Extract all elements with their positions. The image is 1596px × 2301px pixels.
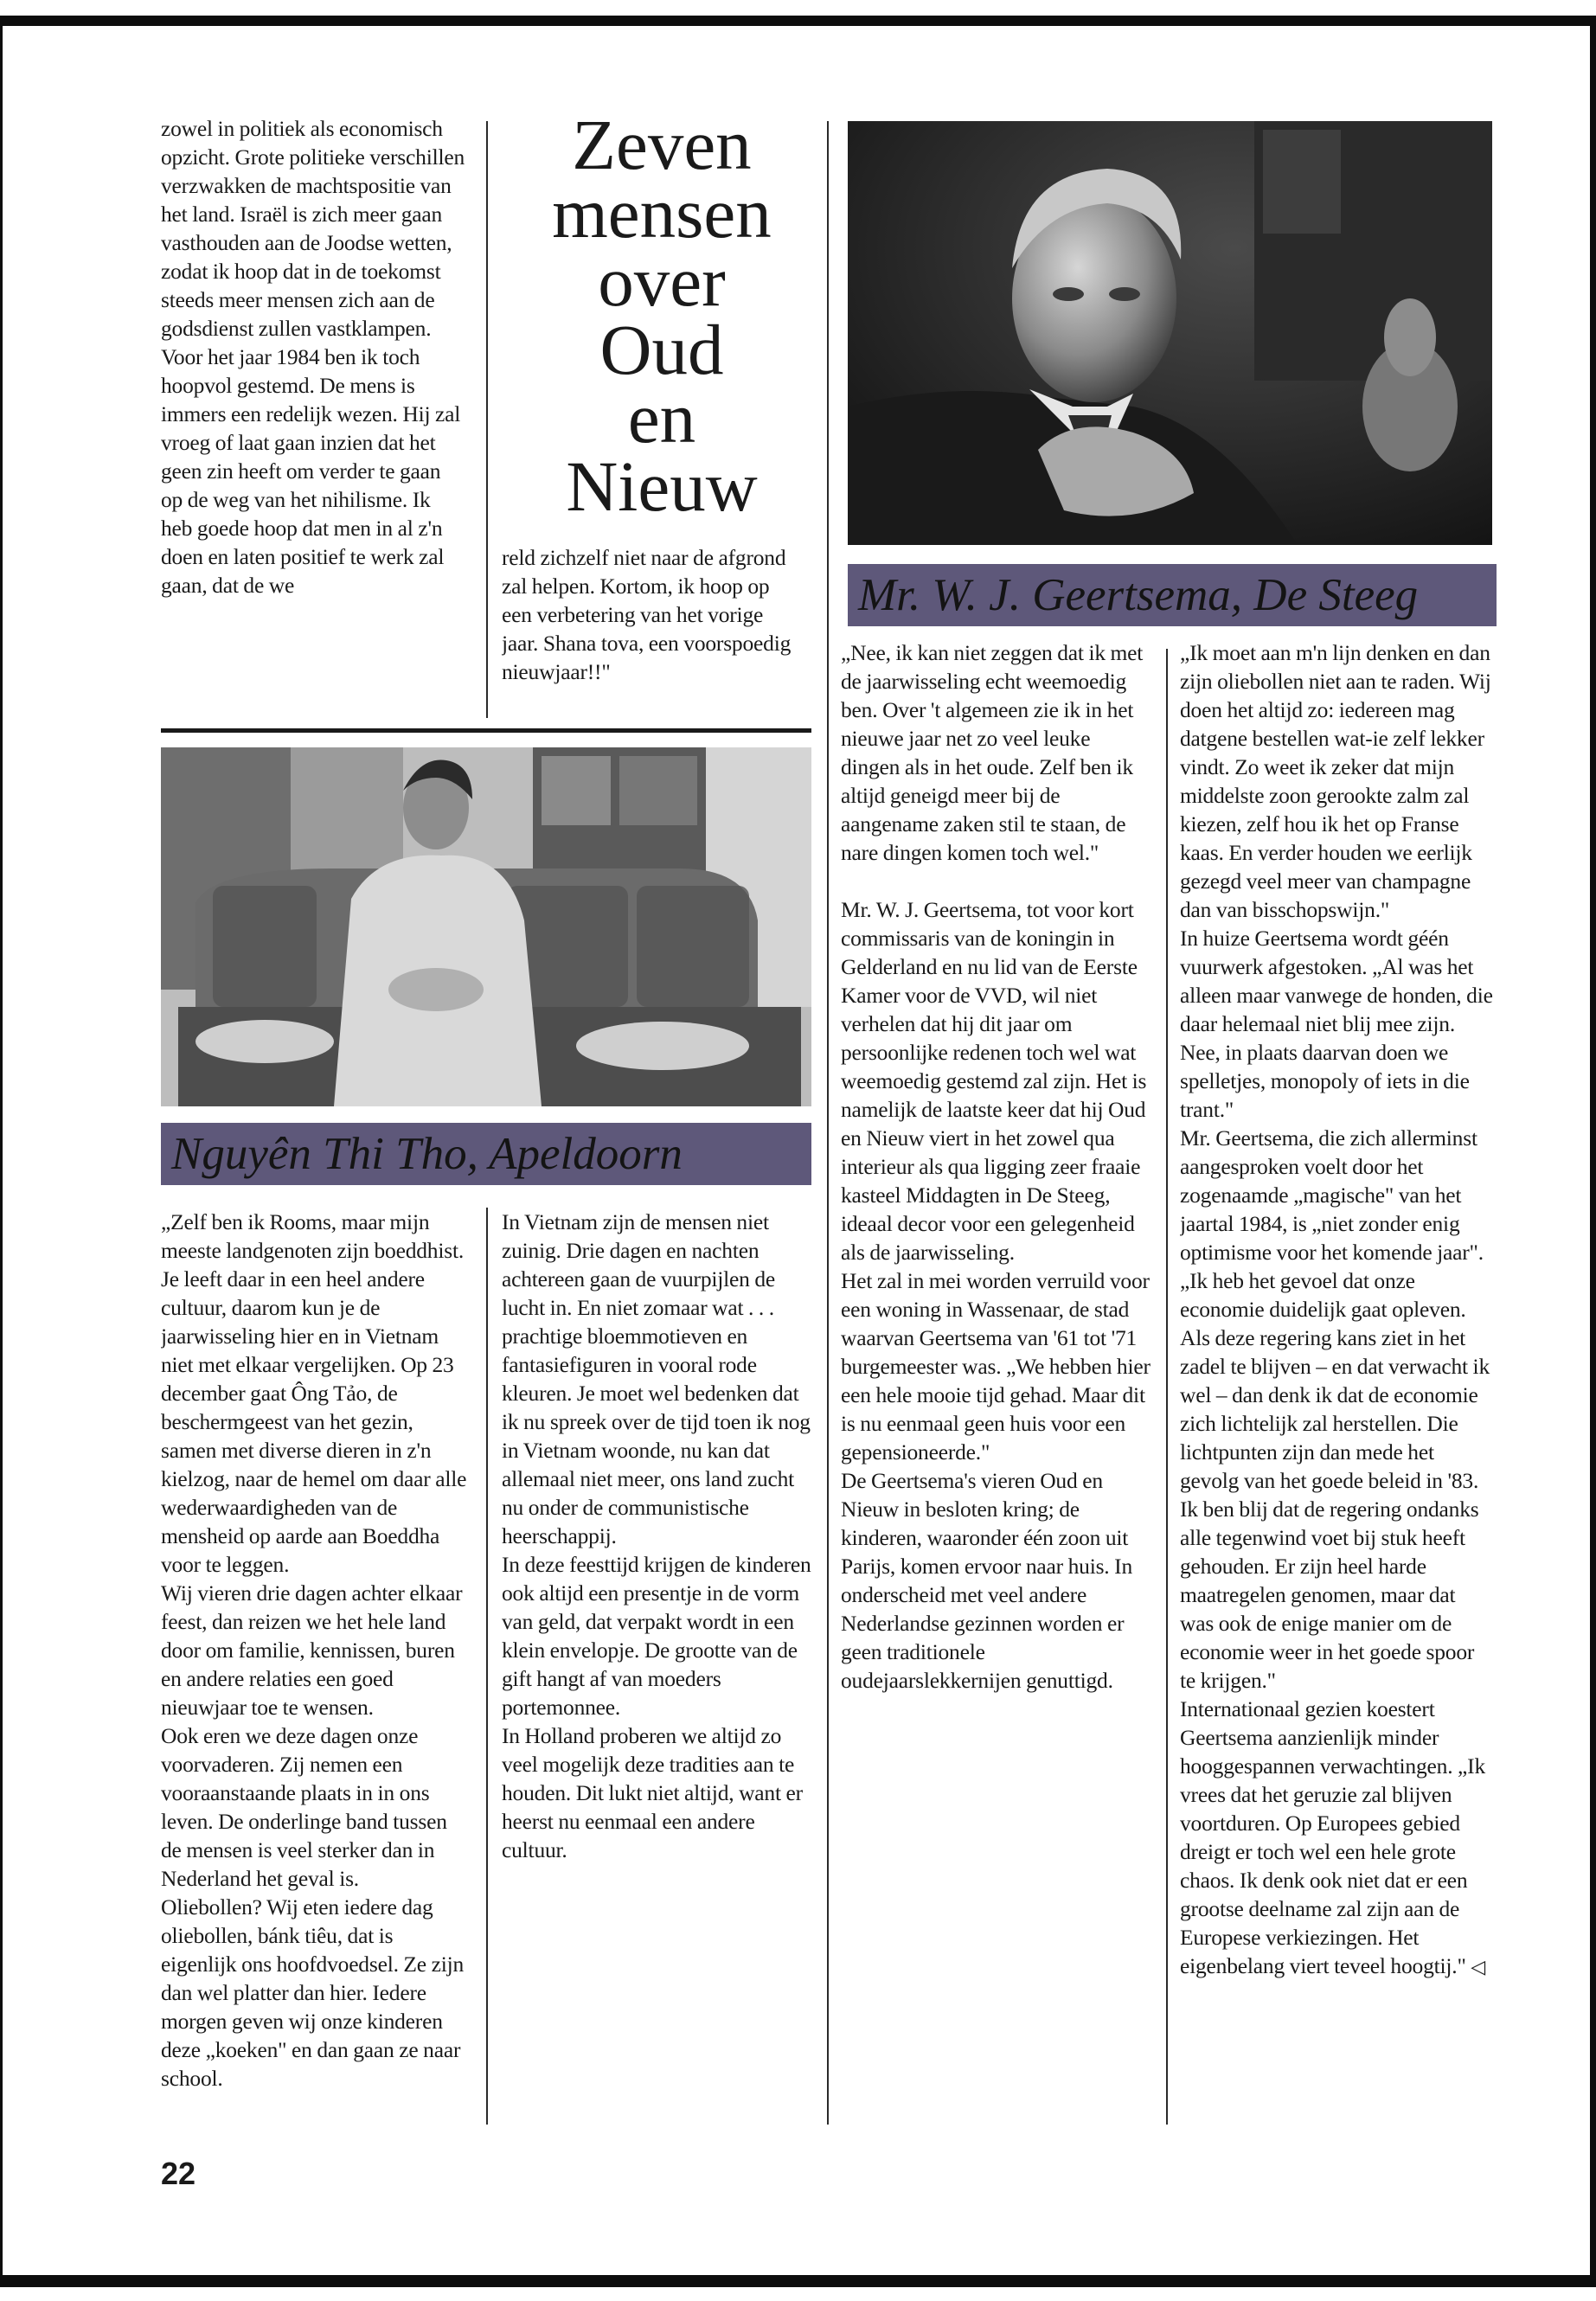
- continued-text-col-2: [502, 543, 796, 716]
- continued-text-col-1: [161, 114, 465, 720]
- continued-paragraph-2: Voor het jaar 1984 ben ik toch hoopvol gestemd. De mens is immers een redelijk wezen. Hij zal vroeg of laat gaan inzien dat het geen zin heeft om verder te gaan op de weg van het nihilisme. Ik heb goede hoop dat men in al z'n doen en laten positief te werk zal gaan, dat de we: [161, 344, 461, 598]
- tho-photo: [161, 747, 811, 1106]
- headline-word: en: [627, 378, 696, 458]
- geertsema-caption: [848, 564, 1497, 626]
- tho-paragraph: In Vietnam zijn de mensen niet zuinig. Drie dagen en nachten achtereen gaan de vuurpijlen de lucht in. En niet zomaar wat . . . prachtige bloemmotieven en fantasiefiguren in vooral rode kleuren. Je moet wel bedenken dat ik nu spreek over de tijd toen ik nog in Vietnam woonde, nu kan dat allemaal niet meer, ons land zucht nu onder de communistische heerschappij.: [502, 1209, 811, 1548]
- continued-overflow-text: reld zichzelf niet naar de afgrond zal helpen. Kortom, ik hoop op een verbetering van het vorige jaar. Shana tova, een voorspoedig nieuwjaar!!": [502, 545, 792, 684]
- geertsema-paragraph: Het zal in mei worden verruild voor een woning in Wassenaar, de stad waarvan Geertsema van '61 tot '71 burgemeester was. „We hebben hier een hele mooie tijd gehad. Maar dit is nu eenmaal geen huis voor een gepensioneerde.": [841, 1268, 1151, 1465]
- headline: [502, 105, 822, 526]
- geertsema-article-col-2: [1180, 638, 1493, 2126]
- page-number: 22: [161, 2156, 196, 2191]
- headline-word: Nieuw: [566, 446, 758, 526]
- continued-paragraph-1: zowel in politiek als economisch opzicht. Grote politieke verschillen verzwakken de machtspositie van het land. Israël is zich meer gaan vasthouden aan de Joodse wetten, zodat ik hoop dat in de toekomst steeds meer mensen zich aan de godsdienst zullen vastklampen.: [161, 116, 465, 341]
- page-border-left: [0, 16, 3, 2287]
- geertsema-article-col-1: [841, 638, 1152, 2126]
- geertsema-photo: [848, 121, 1492, 545]
- tho-article-col-1: [161, 1208, 472, 2126]
- tho-article-col-2: [502, 1208, 813, 2126]
- headline-word: mensen: [552, 173, 772, 253]
- geertsema-paragraph: In huize Geertsema wordt géén vuurwerk afgestoken. „Al was het alleen maar vanwege de honden, die daar helemaal niet blij mee zijn. Nee, in plaats daarvan doen we spelletjes, monopoly of iets in die trant.": [1180, 926, 1493, 1122]
- geertsema-paragraph: [1180, 1695, 1493, 1981]
- page-border-top: [0, 16, 1596, 26]
- headline-word: Oud: [599, 310, 724, 389]
- tho-paragraph: In deze feesttijd krijgen de kinderen ook altijd een presentje in de vorm van geld, dat verpakt wordt in een klein envelopje. De grootte van de gift hangt af van moeders portemonnee.: [502, 1552, 811, 1720]
- end-mark-icon: ◁: [1471, 1956, 1486, 1977]
- headline-word: over: [598, 241, 726, 321]
- geertsema-paragraph: De Geertsema's vieren Oud en Nieuw in besloten kring; de kinderen, waaronder één zoon uit Parijs, komen ervoor naar huis. In onderscheid met veel andere Nederlandse gezinnen worden er geen traditionele oudejaarslekkernijen genuttigd.: [841, 1468, 1132, 1693]
- page-border-bottom: [0, 2275, 1596, 2287]
- geertsema-paragraph: „Nee, ik kan niet zeggen dat ik met de jaarwisseling echt weemoedig ben. Over 't algemeen zie ik in het nieuwe jaar net zo veel leuke dingen als in het oude. Zelf ben ik altijd geneigd meer bij de aangename zaken stil te staan, de nare dingen komen toch wel.": [841, 640, 1144, 865]
- column-rule-middle: [827, 649, 829, 2125]
- geertsema-paragraph: Mr. W. J. Geertsema, tot voor kort commissaris van de koningin in Gelderland en nu lid van de Eerste Kamer voor de VVD, wil niet verhelen dat hij dit jaar om persoonlijke redenen toch wel wat weemoedig gestemd zal zijn. Het is namelijk de laatste keer dat hij Oud en Nieuw viert in het zowel qua interieur als qua ligging zeer fraaie kasteel Middagten in De Steeg, ideaal decor voor een gelegenheid als de jaarwisseling.: [841, 897, 1147, 1265]
- tho-caption-text: Nguyên Thi Tho, Apeldoorn: [171, 1129, 683, 1179]
- column-rule-geertsema: [1166, 649, 1168, 2125]
- geertsema-paragraph: Mr. Geertsema, die zich allerminst aangesproken voelt door het zogenaamde „magische" van het jaartal 1984, is „niet zonder enig optimisme voor het komende jaar". „Ik heb het gevoel dat onze economie duidelijk gaat opleven. Als deze regering kans ziet in het zadel te blijven – en dat verwacht ik wel – dan denk ik dat de economie zich lichtelijk zal herstellen. Die lichtpunten zijn dan mede het gevolg van het goede beleid in '83. Ik ben blij dat de regering ondanks alle tegenwind voet bij stuk heeft gehouden. Er zijn heel harde maatregelen genomen, maar dat was ook de enige manier om de economie weer in het goede spoor te krijgen.": [1180, 1125, 1490, 1693]
- section-rule: [161, 728, 811, 733]
- column-rule-top: [486, 121, 488, 718]
- tho-paragraph: „Zelf ben ik Rooms, maar mijn meeste landgenoten zijn boeddhist. Je leeft daar in een heel andere cultuur, daarom kun je de jaarwisseling hier en in Vietnam niet met elkaar vergelijken. Op 23 december gaat Ông Tảo, de beschermgeest van het gezin, samen met diverse dieren in z'n kielzog, naar de hemel om daar alle wederwaardigheden van de mensheid op aarde aan Boeddha voor te leggen.: [161, 1209, 467, 1577]
- geertsema-caption-text: Mr. W. J. Geertsema, De Steeg: [858, 570, 1419, 620]
- tho-portrait-image: [161, 747, 811, 1106]
- geertsema-portrait-image: [848, 121, 1492, 545]
- geertsema-paragraph: „Ik moet aan m'n lijn denken en dan zijn oliebollen niet aan te raden. Wij doen het altijd zo: iedereen mag datgene bestellen wat-ie zelf lekker vindt. Zo weet ik zeker dat mijn middelste zoon gerookte zalm zal kiezen, zelf hou ik het op Franse kaas. En verder houden we eerlijk gezegd veel meer van champagne dan van bisschopswijn.": [1180, 640, 1491, 922]
- tho-paragraph: Oliebollen? Wij eten iedere dag oliebollen, bánk tiêu, dat is eigenlijk ons hoofdvoedsel. Ze zijn dan wel platter dan hier. Iedere morgen geven wij onze kinderen deze „koeken" en dan gaan ze naar school.: [161, 1894, 465, 2091]
- column-rule-tho: [486, 1208, 488, 2125]
- geertsema-closing-text: Internationaal gezien koestert Geertsema aanzienlijk minder hooggespannen verwachtingen. „Ik vrees dat het geruzie zal blijven voortduren. Op Europees gebied dreigt er toch wel een hele grote chaos. Ik denk ook niet dat er een grootse deelname zal zijn aan de Europese verkiezingen. Het eigenbelang viert teveel hoogtij.": [1180, 1696, 1486, 1978]
- tho-paragraph: In Holland proberen we altijd zo veel mogelijk deze tradities aan te houden. Dit lukt niet altijd, want er heerst nu eenmaal een andere cultuur.: [502, 1723, 803, 1862]
- tho-paragraph: Wij vieren drie dagen achter elkaar feest, dan reizen we het hele land door om familie, kennissen, buren en andere relaties een goed nieuwjaar toe te wensen.: [161, 1580, 463, 1720]
- page-border-right: [1590, 16, 1596, 2287]
- headline-word: Zeven: [572, 105, 752, 184]
- tho-paragraph: Ook eren we deze dagen onze voorvaderen. Zij nemen een vooraanstaande plaats in in ons leven. De onderlinge band tussen de mensen is veel sterker dan in Nederland het geval is.: [161, 1723, 447, 1891]
- tho-caption: [161, 1123, 811, 1185]
- continued-paragraph-overflow: [502, 543, 796, 686]
- column-rule-right-top: [827, 121, 829, 718]
